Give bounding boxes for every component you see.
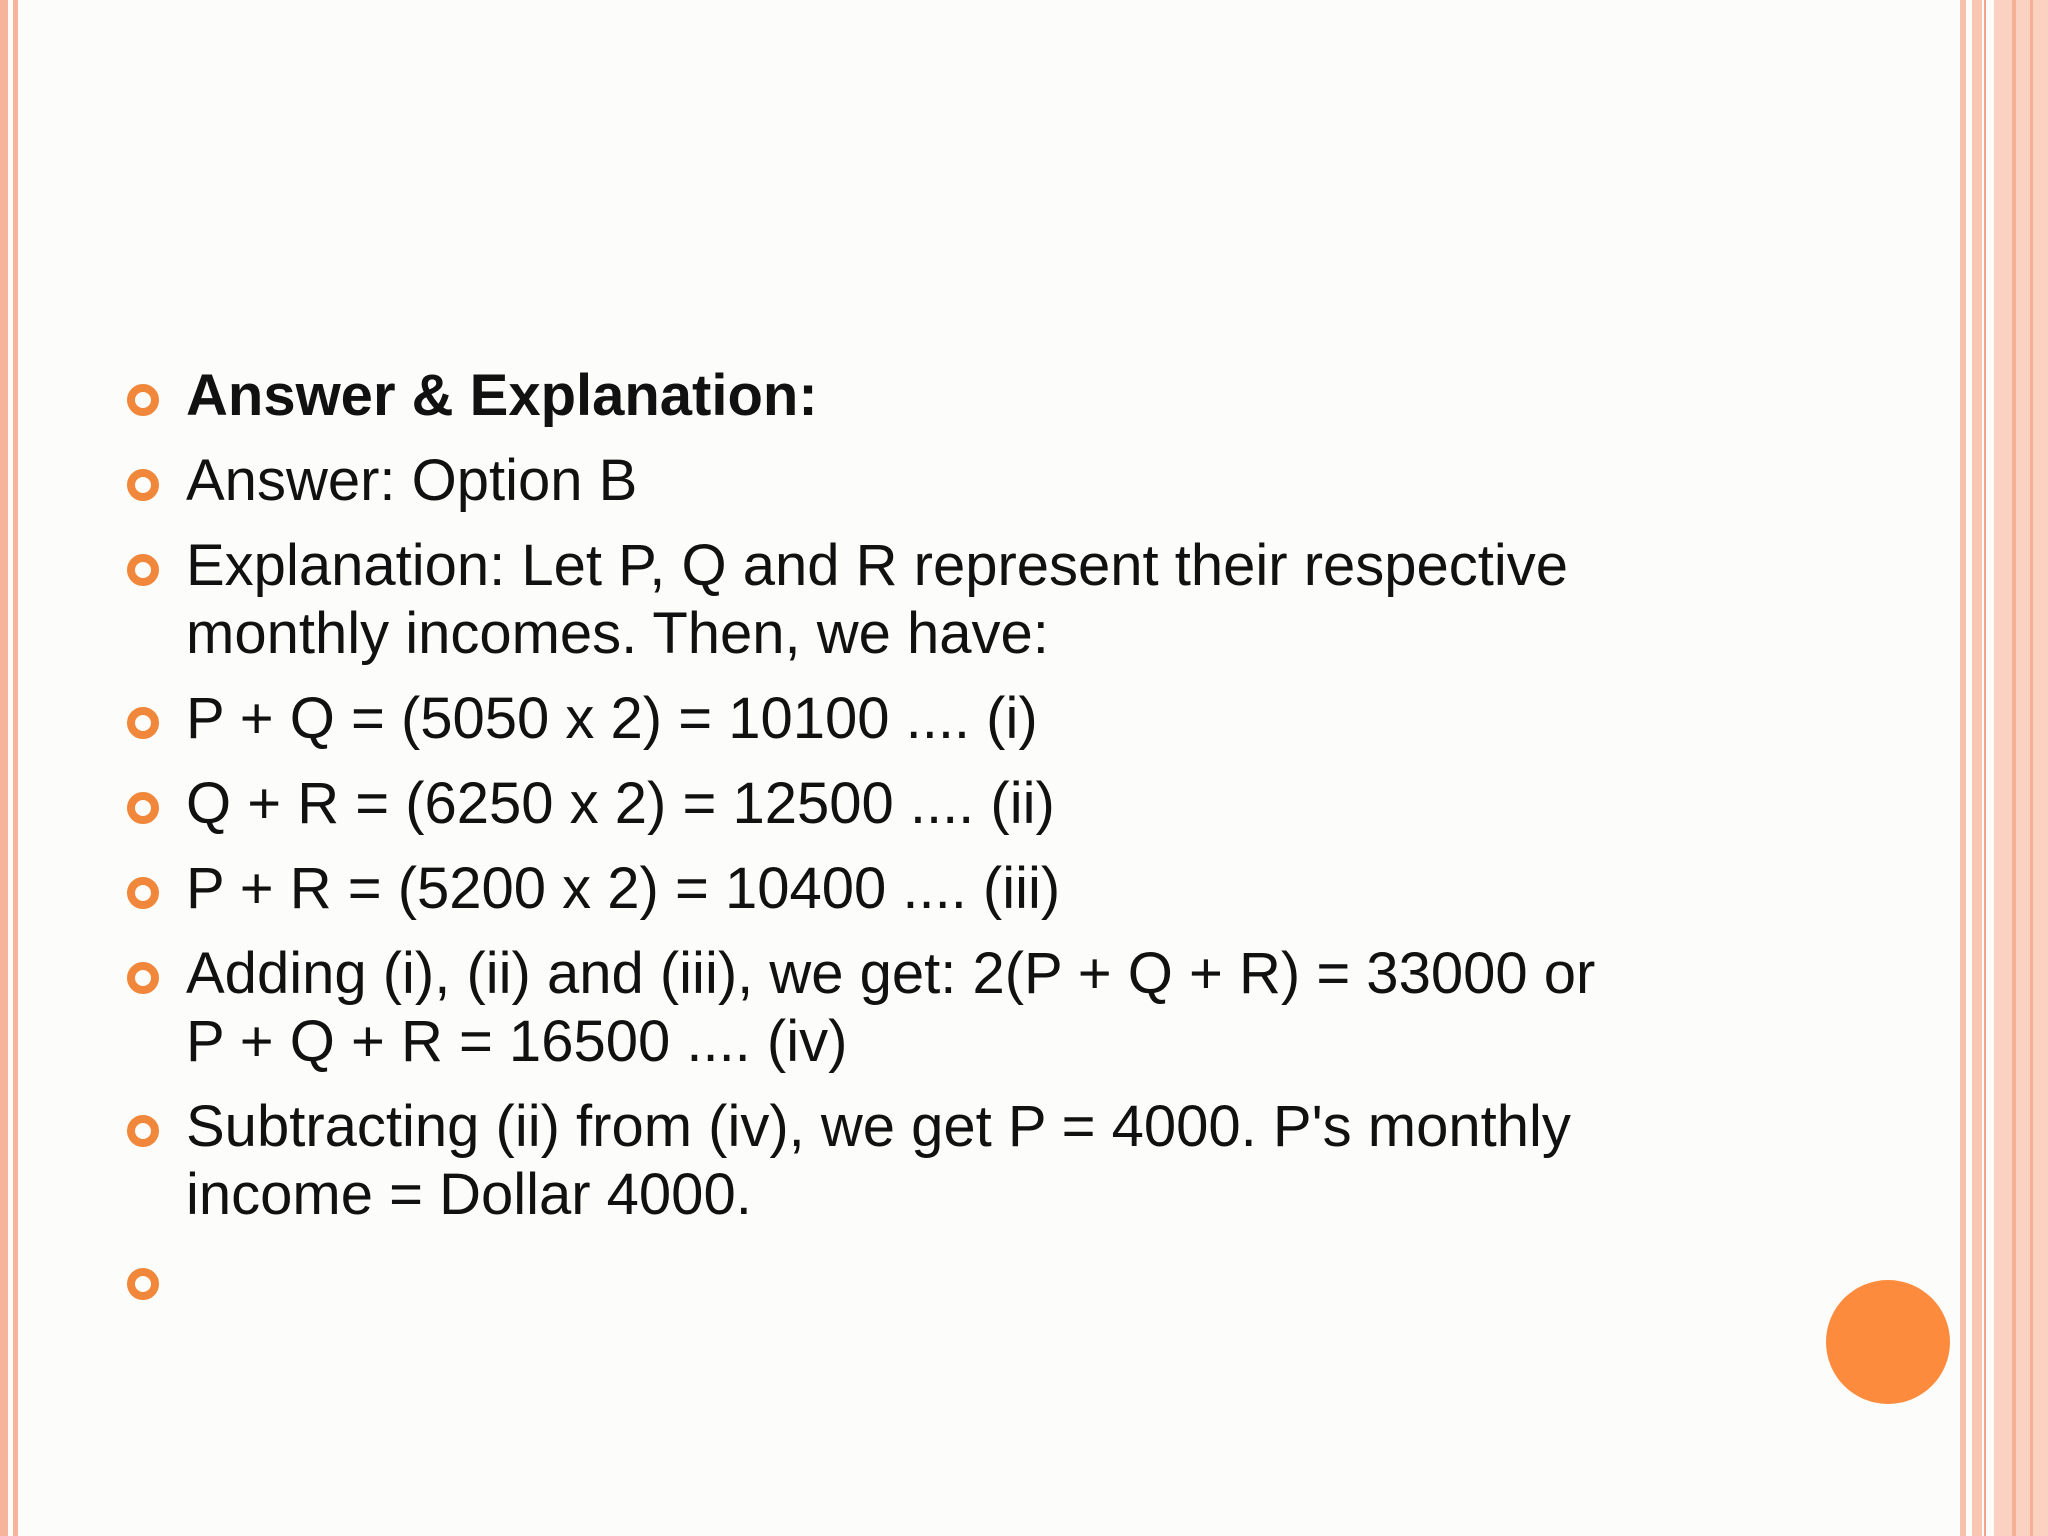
ring-bullet-icon	[127, 962, 159, 994]
right-border-stripe	[2030, 0, 2033, 1536]
bullet-item	[120, 855, 1760, 923]
bullet-text: Answer: Option B	[186, 448, 638, 513]
bullet-item	[120, 532, 1760, 668]
bullet-text: P + R = (5200 x 2) = 10400 .... (iii)	[186, 856, 1061, 921]
ring-bullet-icon	[127, 384, 159, 416]
bullet-item	[120, 1093, 1760, 1229]
orange-circle-decoration	[1826, 1280, 1950, 1404]
bullet-text	[186, 1247, 202, 1312]
bullet-item	[120, 770, 1760, 838]
left-border-stripe	[13, 0, 18, 1536]
left-border-stripe	[0, 0, 8, 1536]
ring-bullet-icon	[127, 469, 159, 501]
bullet-item-empty	[120, 1246, 1760, 1314]
bullet-text: Explanation: Let P, Q and R represent their respective monthly incomes. Then, we have:	[186, 533, 1569, 666]
bullet-text: Adding (i), (ii) and (iii), we get: 2(P + Q + R) = 33000 or P + Q + R = 16500 .... (iv)	[186, 941, 1596, 1074]
ring-bullet-icon	[127, 554, 159, 586]
right-border-stripe	[1984, 0, 1986, 1536]
bullet-text: Subtracting (ii) from (iv), we get P = 4000. P's monthly income = Dollar 4000.	[186, 1094, 1571, 1227]
ring-bullet-icon	[127, 877, 159, 909]
bullet-item-heading	[120, 362, 1760, 430]
slide-body	[120, 362, 1760, 1331]
ring-bullet-icon	[127, 792, 159, 824]
bullet-text: P + Q = (5050 x 2) = 10100 .... (i)	[186, 686, 1038, 751]
ring-bullet-icon	[127, 1115, 159, 1147]
answer-heading: Answer & Explanation:	[186, 363, 818, 428]
bullet-item	[120, 685, 1760, 753]
right-border-band	[1994, 0, 2048, 1536]
right-border-stripe	[2012, 0, 2016, 1536]
bullet-item	[120, 940, 1760, 1076]
ring-bullet-icon	[127, 707, 159, 739]
right-border-stripe	[1960, 0, 1966, 1536]
right-border-stripe	[1972, 0, 1982, 1536]
bullet-item	[120, 447, 1760, 515]
ring-bullet-icon	[127, 1268, 159, 1300]
bullet-text: Q + R = (6250 x 2) = 12500 .... (ii)	[186, 771, 1055, 836]
